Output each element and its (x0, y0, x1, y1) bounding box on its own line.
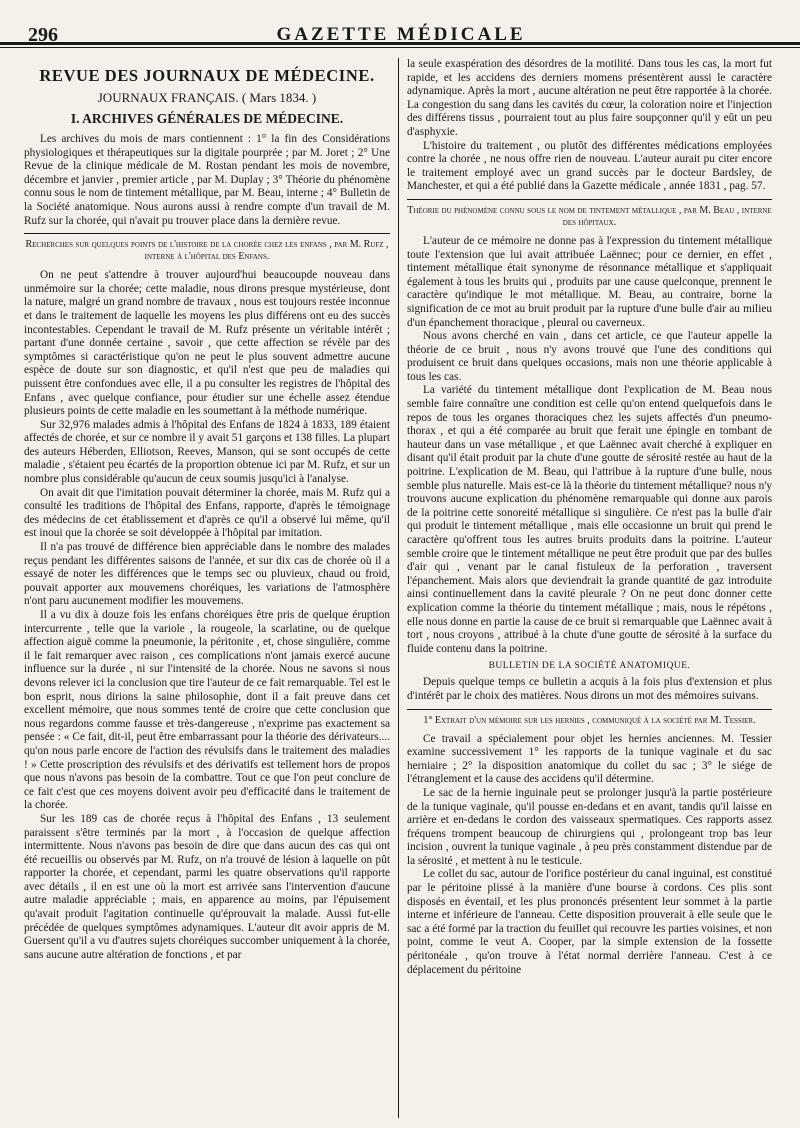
paragraph: L'histoire du traitement , ou plutôt des différentes médications employées contre la chorée , ne nous offre rien de nouveau. L'auteur aurait pu citer encore le traitement employé avec un grand succès par le docteur Bardsley, de Manchester, et qui a été publié dans la Gazette médicale , année 1831 , pag. 57. (407, 139, 772, 193)
right-column (398, 58, 772, 1118)
paragraph: la seule exaspération des désordres de la motilité. Dans tous les cas, la mort fut rapide, et les accidens des derniers momens présentèrent aussi le caractère adynamique. Après la mort , aucune altération ne peut être rapportée à la chorée. La congestion du sang dans les cavités du cœur, la coloration noire et l'injection des différens tissus , pourraient tout au plus faire soupçonner qu'il y eût un peu d'asphyxie. (407, 58, 772, 138)
article-heading: 1° Extrait d'un mémoire sur les hernies , communiqué à la société par M. Tessier. (423, 714, 756, 726)
divider (407, 709, 772, 710)
divider (407, 199, 772, 200)
columns (24, 58, 782, 1118)
paragraph: Il n'a pas trouvé de différence bien appréciable dans le nombre des malades reçus pendant les différentes saisons de l'année, et sur dix cas de chorée où il a essayé de noter les différences que le temps sec ou pluvieux, chaud ou froid, pouvait apporter aux mouvemens choréiques, les variations de l'atmosphère n'ont paru aucunement modifier les mouvemens. (24, 541, 390, 608)
paragraph: Le sac de la hernie inguinale peut se prolonger jusqu'à la partie postérieure de la tunique vaginale, qu'il pousse en-dedans et en avant, tandis qu'il laisse en arrière et en-dedans le cordon des vaisseaux spermatiques. Ces rapports assez fréquens trompent beaucoup de chirurgiens qui , prolongeant trop bas leur incision , ouvrent la tunique vaginale , à peu près constamment distendue par de la sérosité , et mettent à nu le testicule. (407, 786, 772, 867)
paragraph: Nous avons cherché en vain , dans cet article, ce que l'auteur appelle la théorie de ce bruit , nous n'y avons trouvé que l'une des conditions qui produisent ce bruit dans quelques occasions, mais non une théorie applicable à tous les cas. (407, 330, 772, 383)
paragraph: L'auteur de ce mémoire ne donne pas à l'expression du tintement métallique toute l'extension que lui avait attribuée Laënnec; pour ce dernier, en effet , tintement métallique était synonyme de résonnance métallique et s'appliquait également à tous les bruits qui , produits par une cause quelconque, prennent le caractère qu'indique le mot métallique. M. Beau, au contraire, borne la signification de ce mot au bruit produit par la rupture d'une bulle d'air au milieu d'un épanchement thoracique , pleural ou caverneux. (407, 234, 772, 329)
bulletin-heading: BULLETIN DE LA SOCIÉTÉ ANATOMIQUE. (488, 661, 691, 672)
review-title: REVUE DES JOURNAUX DE MÉDECINE. (39, 66, 375, 85)
paragraph: On avait dit que l'imitation pouvait déterminer la chorée, mais M. Rufz qui a consulté les traditions de l'hôpital des Enfans, rapporte, d'après le témoignage des médecins de cet établissement et d'après ce qu'il a observé lui même, qu'il est inoui que la chorée se soit développée à l'hôpital par imitation. (24, 486, 390, 540)
page-number: 296 (28, 24, 58, 46)
section-title: I. ARCHIVES GÉNÉRALES DE MÉDECINE. (70, 111, 344, 126)
divider (24, 233, 390, 234)
header-rule-thick (0, 42, 800, 45)
article-heading: Recherches sur quelques points de l'histoire de la chorée chez les enfans , par M. Rufz , interne à l'hôpital des Enfans. (25, 239, 389, 263)
paragraph: On ne peut s'attendre à trouver aujourd'hui beaucoupde nouveau dans unmémoire sur la chorée; cette maladie, nous dirons presque mystérieuse, dont la nature, malgré un grand nombre de travaux , nous est toujours restée inconnue et dans le traitement de laquelle les moyens les plus différens ont eu des succès incontestables. Cependant le travail de M. Rufz présente un véritable intérêt ; partant d'une donnée certaine , savoir , que cette affection se révèle par des symptômes si caractéristique qu'on ne peut le plus souvent admettre aucune espèce de doute sur son diagnostic, et qu'il n'est que peu de maladies qui puissent être confondues avec elle, il a pu consulter les registres de l'hôpital des Enfans , avec quelque confiance, pour étudier sur une échelle assez étendue plusieurs points de cette maladie en les soumettant à la méthode numérique. (24, 269, 390, 418)
article-heading: Théorie du phénomène connu sous le nom de tintement métallique , par M. Beau , interne des hôpitaux. (407, 204, 772, 228)
left-column (24, 58, 398, 1118)
paragraph: Sur les 189 cas de chorée reçus à l'hôpital des Enfans , 13 seulement paraissent s'être terminés par la mort , à l'occasion de quelque affection intermittente. Nous n'avons pas besoin de dire que dans aucun des cas qui ont été recueillis ou observés par M. Rufz, on n'a trouvé de lésion à laquelle on pût rapporter la chorée, et cependant, parmi les quatre observations qu'il rapporte avec détails , il en est une où la mort est arrivée sans l'intervention d'aucune autre maladie appréciable ; mais, en apparence au moins, par l'épuisement qu'avait produit l'agitation continuelle qu'éprouvait la malade. Aussi fut-elle précédée de quelques symptômes adynamiques. L'auteur dit avoir appris de M. Guersent qu'il a vu d'autres sujets choréiques succomber uniquement à la chorée, sans aucune autre altération de fonctions , et par (24, 812, 390, 961)
paragraph: La variété du tintement métallique dont l'explication de M. Beau nous semble faire connaître une condition est celle qu'on entend quelquefois dans le repos de tous les organes thoraciques chez les sujets affectés d'un pneumo-thorax , et qui a été comparée au bruit que ferait une épingle en tombant de hauteur dans un vase métallique , et que Laënnec avait cherché à expliquer en disant qu'il était produit par la chute d'une goutte de sérosité restée au haut de la poitrine. L'explication de M. Beau, qui l'attribue à la rupture d'une bulle, nous semble plus naturelle. Mais est-ce là la théorie du tintement métallique? nous n'y trouvons aucune explication du phénomène remarquable qui donne aux parois de la poitrine cette sonoreité métallique si singulière. Ce n'est pas la bulle d'air qui produit le tintement métallique , mais elle occasionne un bruit qui prend le caractère qu'offrent tous les autres bruits produits dans la poitrine. L'auteur semble croire que le tintement métallique ne peut être produit que par des bulles d'air qui , venant par le canal fistuleux de la perforation , traversent l'épanchement. Mais alors que deviendrait la grande quantité de gaz introduite ainsi continuellement dans la cavité pleurale ? On ne peut donc donner cette explication comme la théorie du tintement métallique ; mais, nous le répétons , elle nous donne en partie la cause de ce bruit si remarquable que Laënnec avait à tort , nous croyons , attribué à la chute d'une goutte de sérosité à la surface du fluide contenu dans la poitrine. (407, 384, 772, 655)
paragraph: Depuis quelque temps ce bulletin a acquis à la fois plus d'extension et plus d'intérêt par le choix des matières. Nous dirons un mot des mémoires suivans. (407, 676, 772, 702)
paragraph: Il a vu dix à douze fois les enfans choréiques être pris de quelque éruption intercurrente , telle que la variole , la rougeole, la scarlatine, ou de quelque affection aiguë comme la pneumonie, la péritonite , et, chose singulière, comme il le fait remarquer avec raison , ces complications n'ont jamais exercé aucune influence sur la durée , ni sur l'intensité de la chorée. Nous ne savons si nous devons relever ici la conclusion que tire l'auteur de ce fait remarquable. Tel est le bon esprit, nous dirions la saine philosophie, dont il a fait preuve dans cet excellent mémoire, que nous sommes tenté de croire que cette conclusion que nous regardons comme fausse et très-dangereuse , n'exprime pas exactement sa pensée : « Ce fait, dit-il, peut être embarrassant pour la théorie des dérivateurs.... qu'on nous parle encore de l'action des révulsifs dans le traitement des maladies ! » Cette proscription des révulsifs et des dérivatifs est tellement hors de propos que nous n'avons pas besoin de la combattre. Tout ce que l'on peut conclure de ce fait c'est que ces moyens doivent avoir peu d'efficacité dans le traitement de la chorée. (24, 609, 390, 812)
journal-title: GAZETTE MÉDICALE (276, 24, 526, 45)
header-rule-thin (0, 47, 800, 48)
paragraph: Sur 32,976 malades admis à l'hôpital des Enfans de 1824 à 1833, 189 étaient affectés de chorée, et sur ce nombre il y avait 51 garçons et 138 filles. La plupart des auteurs Héberden, Elliotson, Reeves, Manson, qui se sont occupés de cette maladie , s'étaient peu écartés de la proportion obtenue ici par M. Rufz, et sur un nombre plus considérable qu'aucun de ceux soumis jusqu'ici à l'analyse. (24, 418, 390, 486)
paragraph: Le collet du sac, autour de l'orifice postérieur du canal inguinal, est constitué par le péritoine plissé à la manière d'une bourse à cordons. Ces plis sont disposés en éventail, et les plus prononcés présentent leur sommet à la partie interne et inférieure de l'anneau. Cette disposition prouverait à elle seule que le sac a été formé par la traction du feuillet qui recouvre les parties voisines, et non point, comme le veut A. Cooper, par la simple extension de la fossette péritonéale , qu'on trouve à l'état normal derrière l'anneau. C'est à ce déplacement du péritoine (407, 868, 772, 976)
review-subtitle: JOURNAUX FRANÇAIS. ( Mars 1834. ) (97, 90, 317, 105)
paragraph: Ce travail a spécialement pour objet les hernies anciennes. M. Tessier examine successivement 1° les rapports de la tunique vaginale et du sac herniaire ; 2° la disposition anatomique du collet du sac ; 3° le siége de l'étranglement et la cause des accidens qu'il détermine. (407, 732, 772, 786)
paragraph: Les archives du mois de mars contiennent : 1° la fin des Considérations physiologiques et thérapeutiques sur la digitale pourprée ; par M. Joret ; 2° Une Revue de la clinique médicale de M. Rostan pendant les mois de novembre, décembre et janvier , premier article , par M. Duplay ; 3° Théorie du phénomène connu sous le nom de tintement métallique, par M. Beau, interne ; 4° Bulletin de la Société anatomique. Nous aurons aussi à rendre compte d'un travail de M. Rufz sur la chorée, qui n'avait pu trouver place dans la dernière revue. (24, 133, 390, 227)
